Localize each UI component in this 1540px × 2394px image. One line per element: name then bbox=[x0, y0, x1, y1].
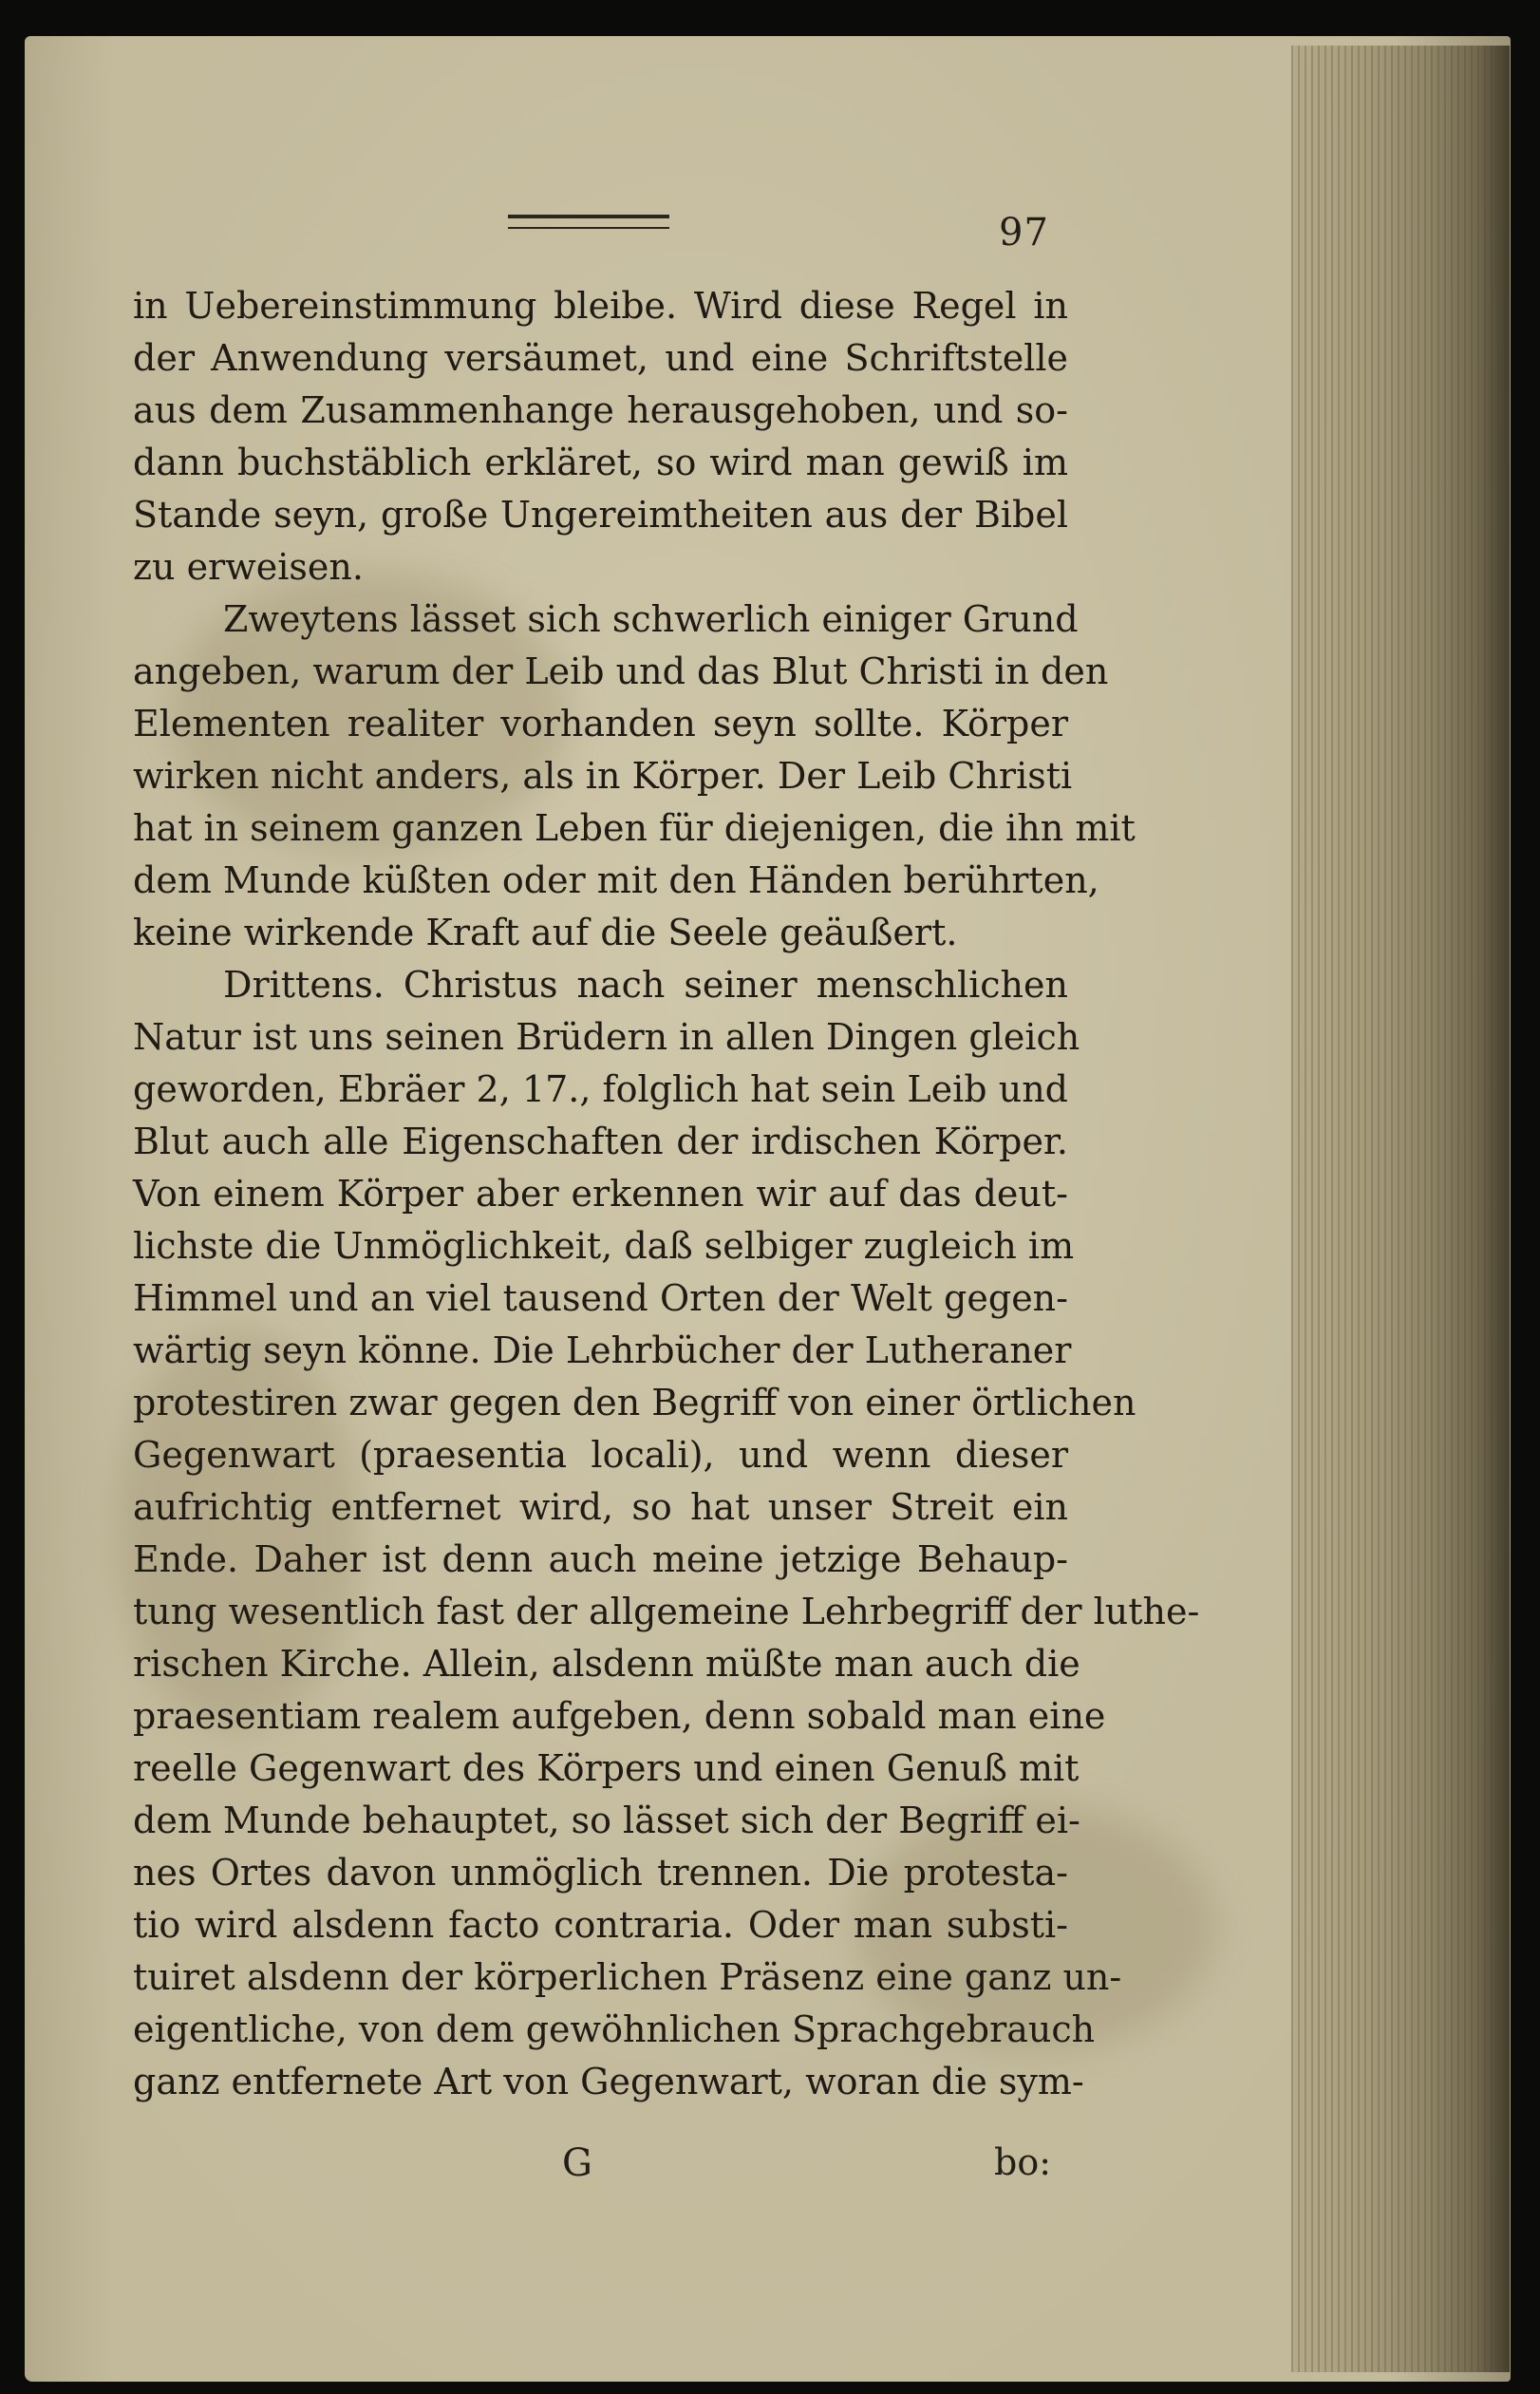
header-rule bbox=[508, 215, 669, 229]
text-line: Zweytens lässet sich schwerlich einiger Grund bbox=[223, 598, 1079, 640]
text-line: zu erweisen. bbox=[133, 546, 364, 588]
text-line: Natur ist uns seinen Brüdern in allen Dingen gleich bbox=[133, 1016, 1080, 1058]
text-line: dann buchstäblich erkläret, so wird man gewiß im bbox=[133, 442, 1068, 483]
text-line: Elementen realiter vorhanden seyn sollte. Körper bbox=[133, 703, 1068, 745]
text-line: Himmel und an viel tausend Orten der Welt gegen- bbox=[133, 1277, 1068, 1319]
text-line: in Uebereinstimmung bleibe. Wird diese Regel in bbox=[133, 285, 1068, 327]
text-line: der Anwendung versäumet, und eine Schriftstelle bbox=[133, 337, 1068, 379]
signature-mark: G bbox=[562, 2141, 592, 2185]
text-line: Stande seyn, große Ungereimtheiten aus der Bibel bbox=[133, 494, 1068, 536]
text-line: tio wird alsdenn facto contraria. Oder man substi- bbox=[133, 1904, 1068, 1946]
text-line: protestiren zwar gegen den Begriff von einer örtlichen bbox=[133, 1382, 1136, 1423]
text-line: praesentiam realem aufgeben, denn sobald man eine bbox=[133, 1695, 1106, 1737]
text-line: keine wirkende Kraft auf die Seele geäußert. bbox=[133, 912, 958, 953]
text-line: aufrichtig entfernet wird, so hat unser Streit ein bbox=[133, 1486, 1068, 1528]
text-line: dem Munde behauptet, so lässet sich der Begriff ei- bbox=[133, 1800, 1080, 1841]
text-line: wirken nicht anders, als in Körper. Der Leib Christi bbox=[133, 755, 1073, 797]
text-line: Blut auch alle Eigenschaften der irdischen Körper. bbox=[133, 1121, 1068, 1162]
text-line: lichste die Unmöglichkeit, daß selbiger zugleich im bbox=[133, 1225, 1075, 1267]
text-line: wärtig seyn könne. Die Lehrbücher der Lutheraner bbox=[133, 1329, 1072, 1371]
text-line: geworden, Ebräer 2, 17., folglich hat sein Leib und bbox=[133, 1068, 1068, 1110]
text-line: eigentliche, von dem gewöhnlichen Sprachgebrauch bbox=[133, 2008, 1096, 2050]
text-line: dem Munde küßten oder mit den Händen berührten, bbox=[133, 859, 1099, 901]
text-line: tung wesentlich fast der allgemeine Lehrbegriff der luthe- bbox=[133, 1591, 1200, 1632]
text-line: hat in seinem ganzen Leben für diejenigen, die ihn mit bbox=[133, 807, 1136, 849]
text-line: nes Ortes davon unmöglich trennen. Die protesta- bbox=[133, 1852, 1068, 1894]
text-line: Gegenwart (praesentia locali), und wenn dieser bbox=[133, 1434, 1068, 1476]
text-line: rischen Kirche. Allein, alsdenn müßte man auch die bbox=[133, 1643, 1080, 1685]
body-text bbox=[133, 280, 1200, 2108]
text-line: tuiret alsdenn der körperlichen Präsenz eine ganz un- bbox=[133, 1956, 1122, 1998]
text-line: angeben, warum der Leib und das Blut Christi in den bbox=[133, 650, 1109, 692]
text-line: ganz entfernete Art von Gegenwart, woran die sym- bbox=[133, 2061, 1084, 2102]
page-fore-edge bbox=[1291, 46, 1510, 2372]
text-line: Von einem Körper aber erkennen wir auf das deut- bbox=[133, 1173, 1068, 1215]
text-line: aus dem Zusammenhange herausgehoben, und so- bbox=[133, 389, 1068, 431]
text-line: reelle Gegenwart des Körpers und einen Genuß mit bbox=[133, 1747, 1080, 1789]
text-line: Ende. Daher ist denn auch meine jetzige Behaup- bbox=[133, 1538, 1068, 1580]
text-line: Drittens. Christus nach seiner menschlichen bbox=[223, 964, 1068, 1006]
page-number: 97 bbox=[999, 211, 1049, 254]
catchword: bo: bbox=[994, 2141, 1052, 2183]
